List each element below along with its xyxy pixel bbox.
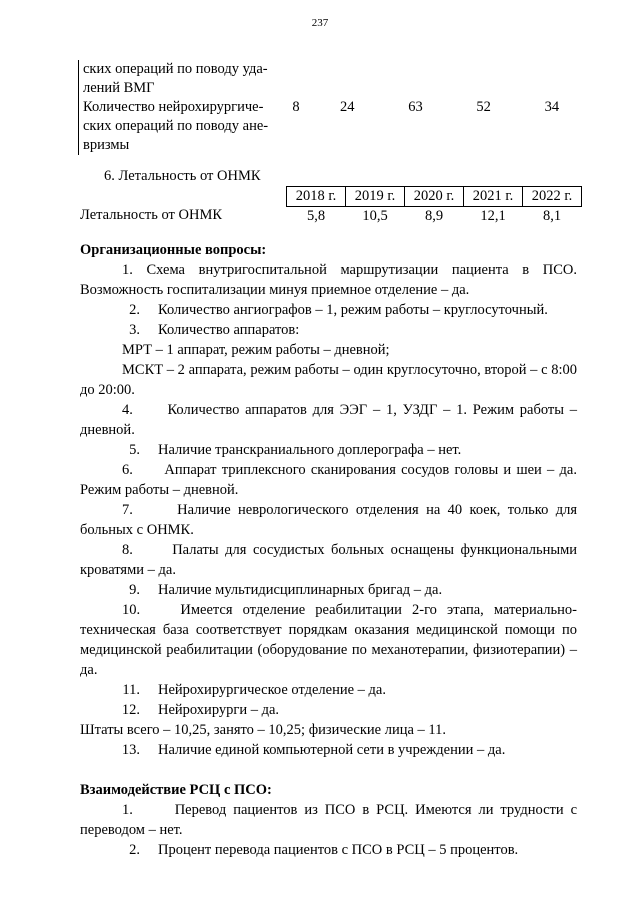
list-item: 6. Аппарат триплексного сканирования сосудов головы и шеи – да. Режим работы – дневной. <box>80 462 577 498</box>
table-header-row <box>80 187 582 207</box>
table-cell: 8 <box>292 99 300 115</box>
table-cell: 63 <box>408 99 423 115</box>
row-label: Летальность от ОНМК <box>80 207 223 224</box>
section-heading: Взаимодействие РСЦ с ПСО: <box>80 782 272 798</box>
year-header: 2022 г. <box>523 187 582 207</box>
document-body <box>80 240 577 860</box>
list-item: 9. Наличие мультидисциплинарных бригад – да. <box>129 582 443 598</box>
list-item: 4. Количество аппаратов для ЭЭГ – 1, УЗДГ – 1. Режим работы – дневной. <box>80 402 577 438</box>
list-item: 8. Палаты для сосудистых больных оснащены функциональными кроватями – да. <box>80 542 578 578</box>
section-title: 6. Летальность от ОНМК <box>104 168 261 184</box>
table-cell: 8,1 <box>542 207 562 224</box>
table-row <box>79 60 587 155</box>
page-number: 237 <box>311 17 329 29</box>
table-cell: 10,5 <box>362 207 388 224</box>
list-item: 10. Имеется отделение реабилитации 2-го этапа, материально-техническая база соответствует порядкам оказания медицинской помощи по медицинской реабилитации (оборудование по механотерапии, физиотерапии) – да. <box>80 602 577 678</box>
table-cell: 8,9 <box>424 207 444 224</box>
list-item: 1. Схема внутригоспитальной маршрутизации пациента в ПСО. Возможность госпитализации минуя приемное отделение – да. <box>80 262 577 298</box>
table-cell: 5,8 <box>306 207 326 224</box>
year-header: 2018 г. <box>287 187 346 207</box>
list-subitem: МСКТ – 2 аппарата, режим работы – один круглосуточно, второй – с 8:00 до 20:00. <box>80 362 577 398</box>
list-item: 2. Количество ангиографов – 1, режим работы – круглосуточный. <box>129 302 548 318</box>
year-header: 2020 г. <box>405 187 464 207</box>
list-item: 11. Нейрохирургическое отделение – да. <box>122 682 386 698</box>
list-item: 1. Перевод пациентов из ПСО в РСЦ. Имеются ли трудности с переводом – нет. <box>80 802 578 838</box>
row-label: ских операций по поводу уда- лений ВМГ Количество нейрохирургиче- ских операций по поводу ане- вризмы <box>83 61 269 153</box>
year-header: 2019 г. <box>346 187 405 207</box>
list-item: 7. Наличие неврологического отделения на 40 коек, только для больных с ОНМК. <box>80 502 577 538</box>
mortality-table <box>80 186 582 225</box>
operations-table-continuation <box>78 60 586 155</box>
list-item: 13. Наличие единой компьютерной сети в учреждении – да. <box>121 742 506 758</box>
table-row <box>80 207 582 226</box>
table-cell: 52 <box>476 99 491 115</box>
section-heading: Организационные вопросы: <box>80 242 267 258</box>
list-subitem: МРТ – 1 аппарат, режим работы – дневной; <box>122 342 390 358</box>
list-item: 12. Нейрохирурги – да. <box>121 702 280 718</box>
table-cell: 12,1 <box>480 207 506 224</box>
table-cell: 24 <box>339 99 355 115</box>
list-item: 3. Количество аппаратов: <box>129 322 300 338</box>
table-cell: 34 <box>544 99 560 115</box>
list-item: 5. Наличие транскраниального доплерографа – нет. <box>129 442 462 458</box>
year-header: 2021 г. <box>464 187 523 207</box>
list-item: 2. Процент перевода пациентов с ПСО в РСЦ – 5 процентов. <box>129 842 519 858</box>
staff-line: Штаты всего – 10,25, занято – 10,25; физические лица – 11. <box>80 722 447 738</box>
